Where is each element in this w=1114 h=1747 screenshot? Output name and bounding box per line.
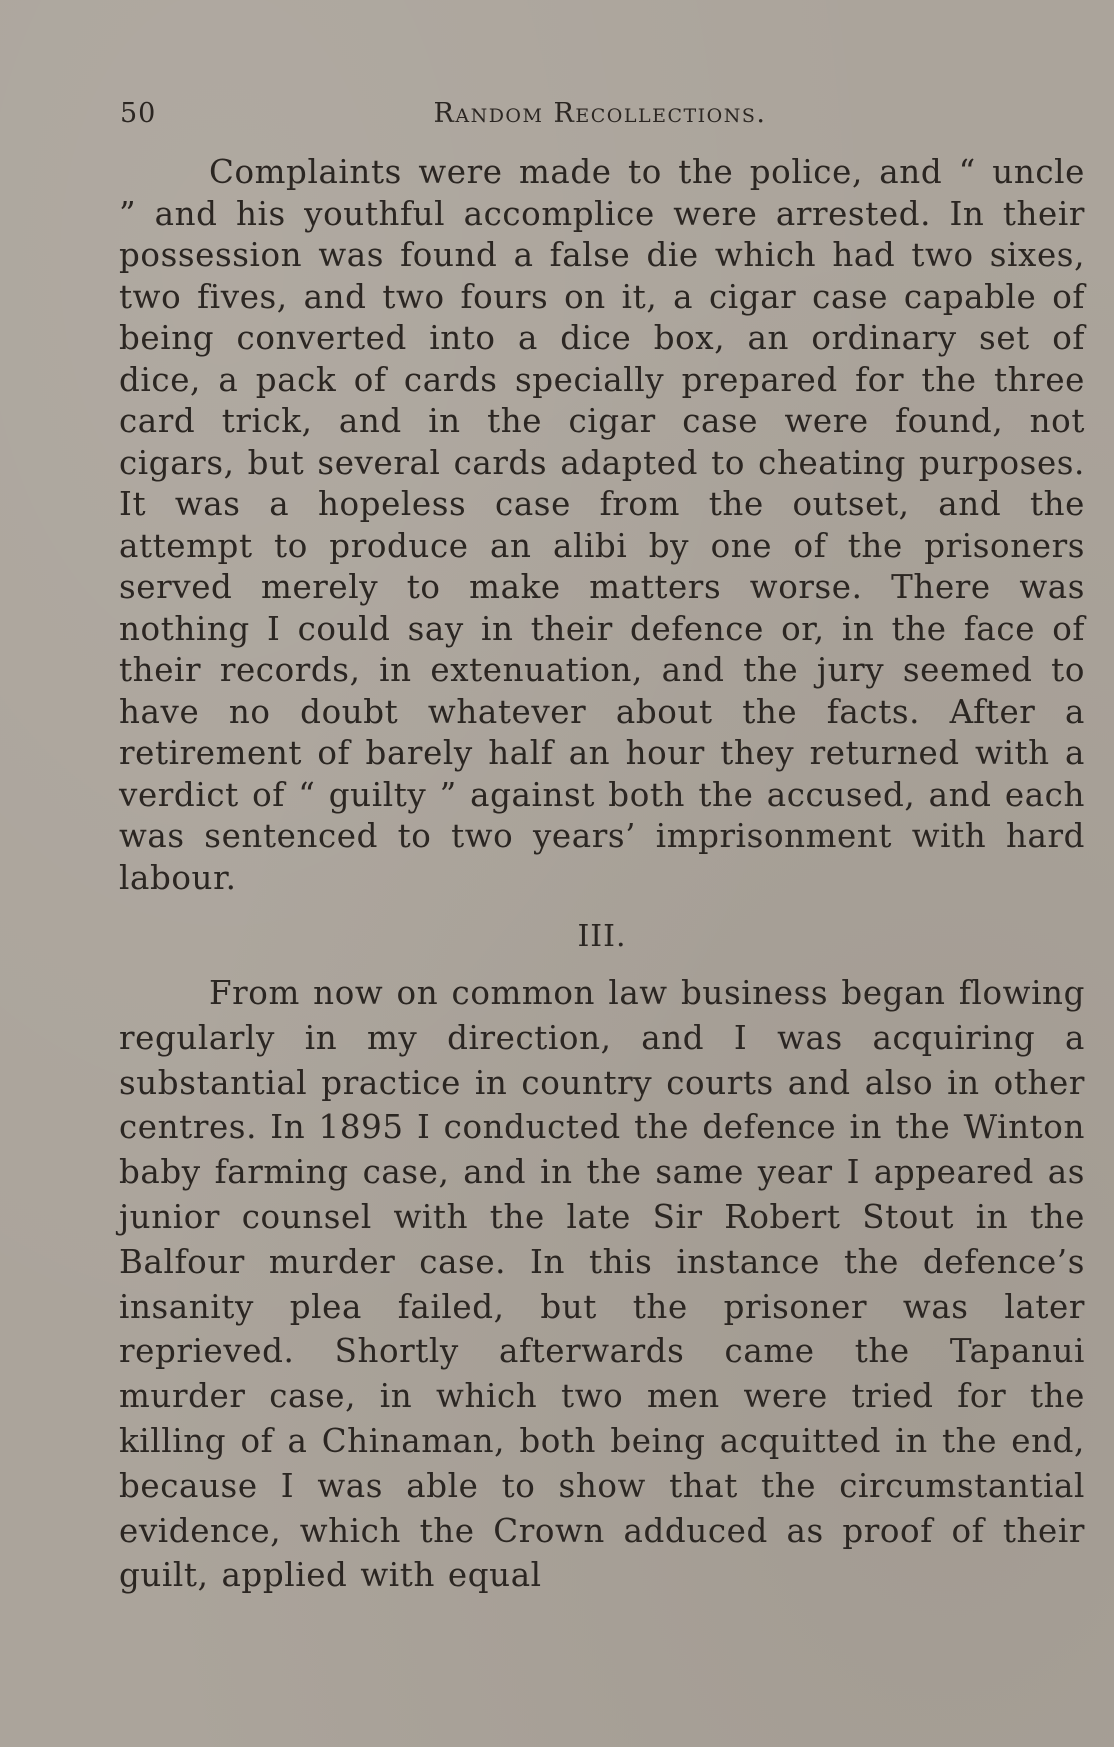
page-header [120,96,1080,136]
body-text [119,152,1085,1598]
paragraph: Complaints were made to the police, and “ uncle ” and his youthful accomplice were arrested. In their possession was found a false die which had two sixes, two fives, and two fours on it, a cigar case capable of being converted into a dice box, an ordinary set of dice, a pack of cards specially prepared for the three card trick, and in the cigar case were found, not cigars, but several cards adapted to cheating purposes. It was a hopeless case from the outset, and the attempt to produce an alibi by one of the prisoners served merely to make matters worse. There was nothing I could say in their defence or, in the face of their records, in extenuation, and the jury seemed to have no doubt whatever about the facts. After a retirement of barely half an hour they returned with a verdict of “ guilty ” against both the accused, and each was sentenced to two years’ imprisonment with hard labour. [119,153,1085,897]
page-number: 50 [120,98,157,129]
section-heading: III. [577,919,627,954]
running-title: Random Recollections. [433,98,767,129]
paragraph: From now on common law business began flowing regularly in my direction, and I was acquiring a substantial practice in country courts and also in other centres. In 1895 I conducted the defence in the Winton baby farming case, and in the same year I appeared as junior counsel with the late Sir Robert Stout in the Balfour murder case. In this instance the defence’s insanity plea failed, but the prisoner was later reprieved. Shortly afterwards came the Tapanui murder case, in which two men were tried for the killing of a Chinaman, both being acquitted in the end, because I was able to show that the circumstantial evidence, which the Crown adduced as proof of their guilt, applied with equal [119,974,1085,1595]
